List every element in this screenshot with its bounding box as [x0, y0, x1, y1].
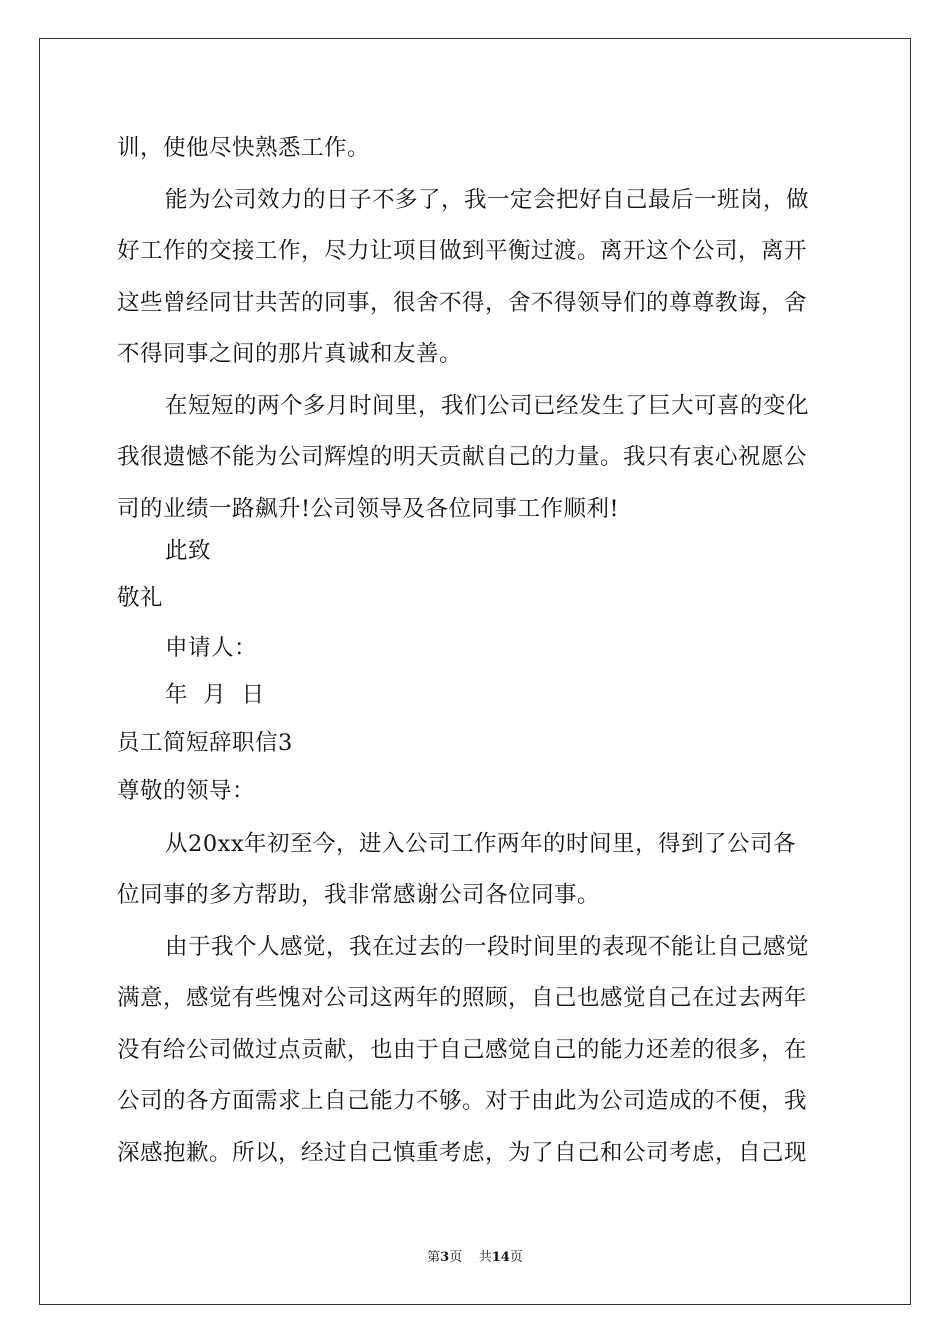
date-line: 年 月 日 [165, 682, 265, 708]
text-line: 司的业绩一路飙升!公司领导及各位同事工作顺利! [117, 496, 620, 522]
closing-regards: 敬礼 [117, 585, 164, 611]
total-prefix: 共 [478, 1250, 492, 1265]
text-line: 由于我个人感觉，我在过去的一段时间里的表现不能让自己感觉 [165, 934, 810, 960]
closing-salutation: 此致 [165, 538, 212, 564]
text-line: 在短短的两个多月时间里，我们公司已经发生了巨大可喜的变化 [165, 393, 810, 419]
text-line: 训，使他尽快熟悉工作。 [117, 135, 371, 161]
page-prefix: 第 [427, 1250, 441, 1265]
text-line: 好工作的交接工作，尽力让项目做到平衡过渡。离开这个公司，离开 [117, 238, 808, 264]
text-line: 满意，感觉有些愧对公司这两年的照顾，自己也感觉自己在过去两年 [117, 985, 808, 1011]
page-current: 3 [440, 1250, 450, 1265]
text-line: 能为公司效力的日子不多了，我一定会把好自己最后一班岗，做 [165, 187, 810, 213]
text-line: 不得同事之间的那片真诚和友善。 [117, 341, 463, 367]
text-line: 我很遗憾不能为公司辉煌的明天贡献自己的力量。我只有衷心祝愿公 [117, 444, 808, 470]
greeting: 尊敬的领导： [117, 778, 256, 804]
page-suffix: 页 [449, 1250, 463, 1265]
text-line: 深感抱歉。所以，经过自己慎重考虑，为了自己和公司考虑，自己现 [117, 1140, 808, 1166]
section-title: 员工简短辞职信3 [117, 730, 293, 756]
page-footer [0, 1246, 950, 1265]
page-total: 14 [491, 1250, 510, 1265]
applicant-label: 申请人： [165, 635, 258, 661]
total-suffix: 页 [509, 1250, 523, 1265]
text-line: 从20xx年初至今，进入公司工作两年的时间里，得到了公司各 [165, 831, 797, 857]
text-line: 位同事的多方帮助，我非常感谢公司各位同事。 [117, 882, 601, 908]
text-line: 没有给公司做过点贡献，也由于自己感觉自己的能力还差的很多，在 [117, 1037, 808, 1063]
text-line: 这些曾经同甘共苦的同事，很舍不得，舍不得领导们的尊尊教诲，舍 [117, 290, 808, 316]
text-line: 公司的各方面需求上自己能力不够。对于由此为公司造成的不便，我 [117, 1088, 808, 1114]
